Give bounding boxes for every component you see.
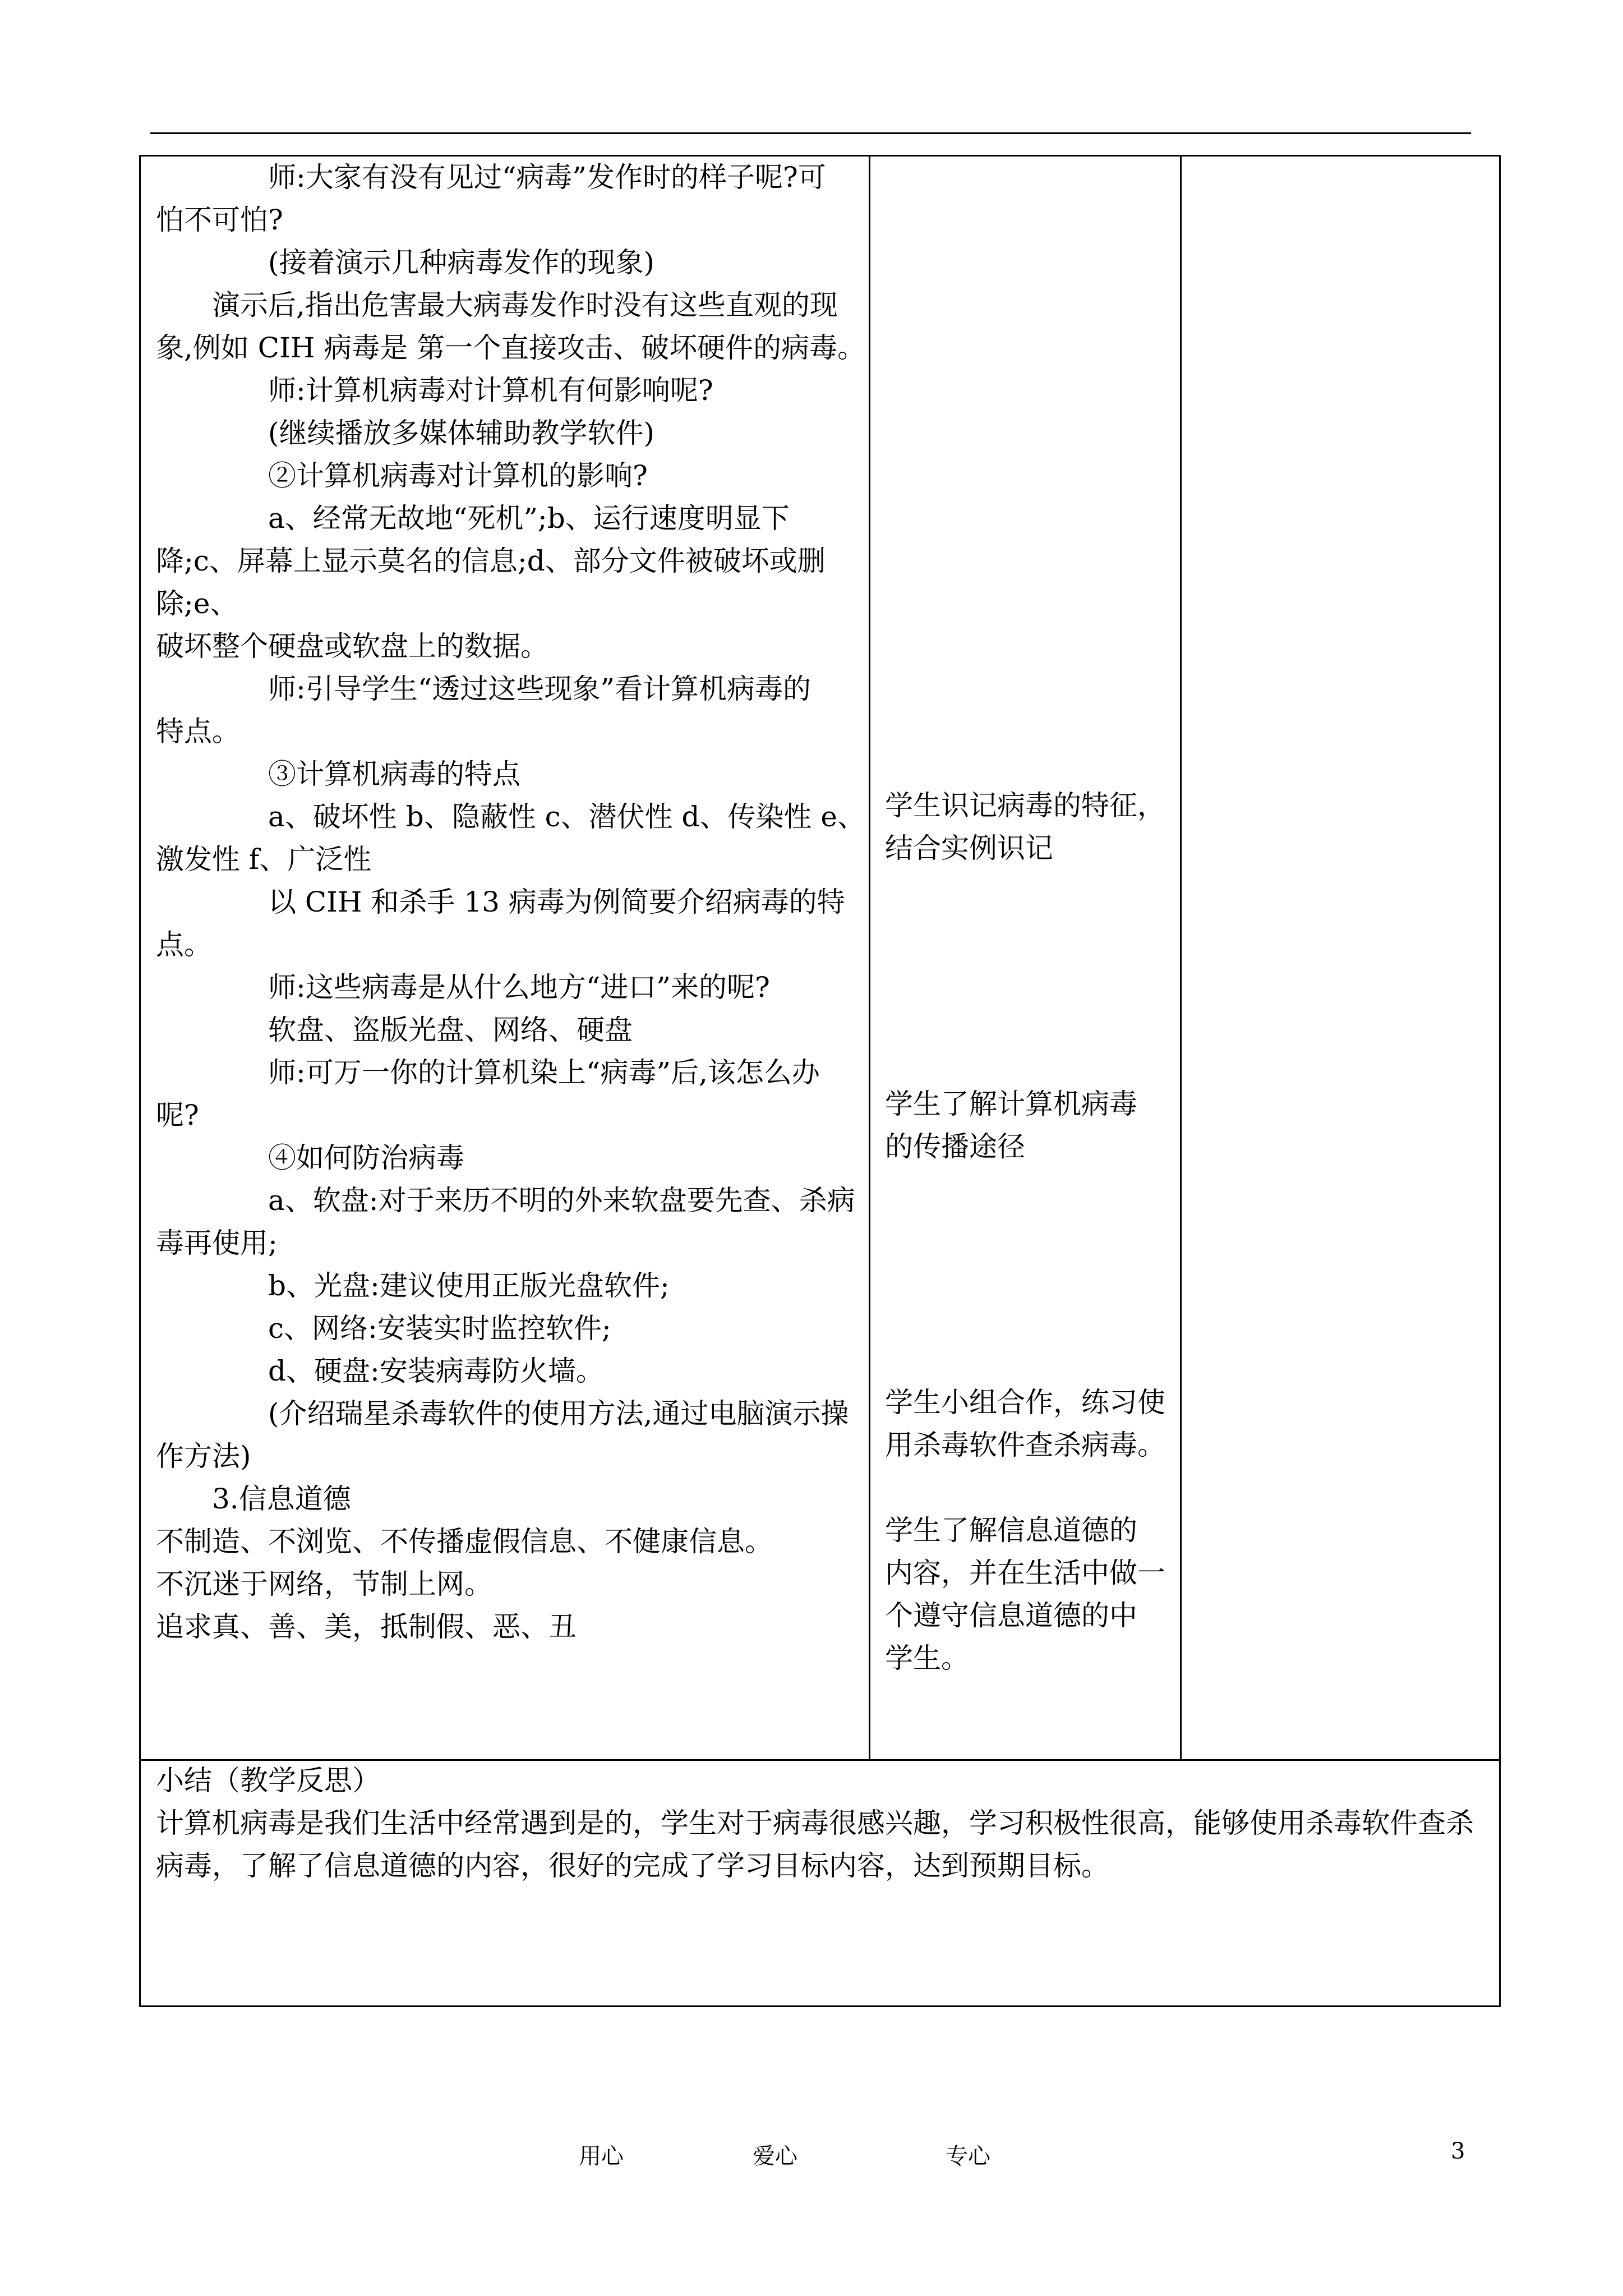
summary-line: 计算机病毒是我们生活中经常遇到是的，学生对于病毒很感兴趣，学习积极性很高，能够使用杀毒软件查杀 xyxy=(156,1807,1474,1839)
header-rule xyxy=(150,132,1471,134)
teaching-line: (接着演示几种病毒发作的现象) xyxy=(268,246,655,279)
footer-word-2: 爱心 xyxy=(753,2143,797,2169)
teaching-line: 作方法) xyxy=(156,1440,251,1473)
column-divider-1 xyxy=(869,155,870,1759)
student-activity-line: 学生小组合作，练习使 xyxy=(885,1386,1165,1419)
student-activity-line: 的传播途径 xyxy=(885,1130,1025,1163)
student-activity-4 xyxy=(885,1509,1182,1680)
footer-word-3: 专心 xyxy=(946,2143,990,2169)
summary-line: 病毒，了解了信息道德的内容，很好的完成了学习目标内容，达到预期目标。 xyxy=(156,1849,1109,1882)
student-activity-line: 用杀毒软件查杀病毒。 xyxy=(885,1429,1165,1461)
summary-section xyxy=(156,1759,1491,1887)
summary-heading: 小结（教学反思） xyxy=(156,1764,380,1797)
student-activity-line: 学生识记病毒的特征， xyxy=(885,789,1165,822)
teaching-line: ②计算机病毒对计算机的影响? xyxy=(268,459,648,492)
teaching-line: 师:可万一你的计算机染上“病毒”后,该怎么办 xyxy=(268,1056,820,1089)
student-activity-line: 学生了解信息道德的 xyxy=(885,1514,1137,1547)
teaching-line: 降;c、屏幕上显示莫名的信息;d、部分文件被破坏或删除;e、 xyxy=(156,545,826,620)
teaching-line: (介绍瑞星杀毒软件的使用方法,通过电脑演示操 xyxy=(268,1397,849,1430)
student-activity-line: 内容，并在生活中做一 xyxy=(885,1557,1165,1589)
teaching-line: 师:大家有没有见过“病毒”发作时的样子呢?可 xyxy=(268,161,826,194)
student-activity-line: 学生。 xyxy=(885,1642,969,1674)
student-activity-1 xyxy=(885,784,1182,869)
teaching-line: c、网络:安装实时监控软件; xyxy=(268,1312,611,1345)
teaching-line: 以 CIH 和杀手 13 病毒为例简要介绍病毒的特点。 xyxy=(156,886,845,961)
student-activity-line: 个遵守信息道德的中 xyxy=(885,1599,1137,1632)
teaching-line: a、软盘:对于来历不明的外来软盘要先查、杀病 xyxy=(268,1184,855,1217)
teaching-line: 师:计算机病毒对计算机有何影响呢? xyxy=(268,374,713,407)
teaching-line: (继续播放多媒体辅助教学软件) xyxy=(268,417,655,449)
page-number: 3 xyxy=(1451,2138,1465,2164)
teaching-line: 激发性 f、广泛性 xyxy=(156,843,372,876)
teaching-line: 破坏整个硬盘或软盘上的数据。 xyxy=(156,630,548,662)
teaching-line: 不沉迷于网络，节制上网。 xyxy=(156,1568,492,1600)
teaching-line: 呢? xyxy=(156,1099,199,1131)
teaching-line: 特点。 xyxy=(156,715,240,748)
teaching-line: 软盘、盗版光盘、网络、硬盘 xyxy=(268,1014,633,1046)
teaching-line: a、破坏性 b、隐蔽性 c、潜伏性 d、传染性 e、 xyxy=(268,800,865,833)
teaching-line: 毒再使用; xyxy=(156,1227,278,1259)
student-activity-line: 学生了解计算机病毒 xyxy=(885,1088,1137,1120)
teaching-line: b、光盘:建议使用正版光盘软件; xyxy=(268,1269,670,1302)
teaching-line: 师:这些病毒是从什么地方“进口”来的呢? xyxy=(268,971,770,1004)
footer-word-1: 用心 xyxy=(579,2143,624,2169)
teaching-line: d、硬盘:安装病毒防火墙。 xyxy=(268,1355,604,1387)
student-activity-line: 结合实例识记 xyxy=(885,832,1053,864)
teaching-line: 3.信息道德 xyxy=(212,1483,351,1515)
teaching-line: a、经常无故地“死机”;b、运行速度明显下 xyxy=(268,502,790,535)
student-activity-2 xyxy=(885,1083,1182,1168)
teaching-line: ④如何防治病毒 xyxy=(268,1142,464,1174)
student-activity-3 xyxy=(885,1381,1182,1466)
teaching-line: ③计算机病毒的特点 xyxy=(268,758,520,790)
teaching-line: 怕不可怕? xyxy=(156,204,283,236)
teaching-line: 不制造、不浏览、不传播虚假信息、不健康信息。 xyxy=(156,1525,773,1558)
teaching-line: 师:引导学生“透过这些现象”看计算机病毒的 xyxy=(268,673,811,705)
teaching-line: 演示后,指出危害最大病毒发作时没有这些直观的现 xyxy=(212,289,838,321)
teaching-process-column xyxy=(156,156,868,1648)
teaching-line: 追求真、善、美，抵制假、恶、丑 xyxy=(156,1611,577,1643)
teaching-line: 象,例如 CIH 病毒是 第一个直接攻击、破坏硬件的病毒。 xyxy=(156,332,866,364)
